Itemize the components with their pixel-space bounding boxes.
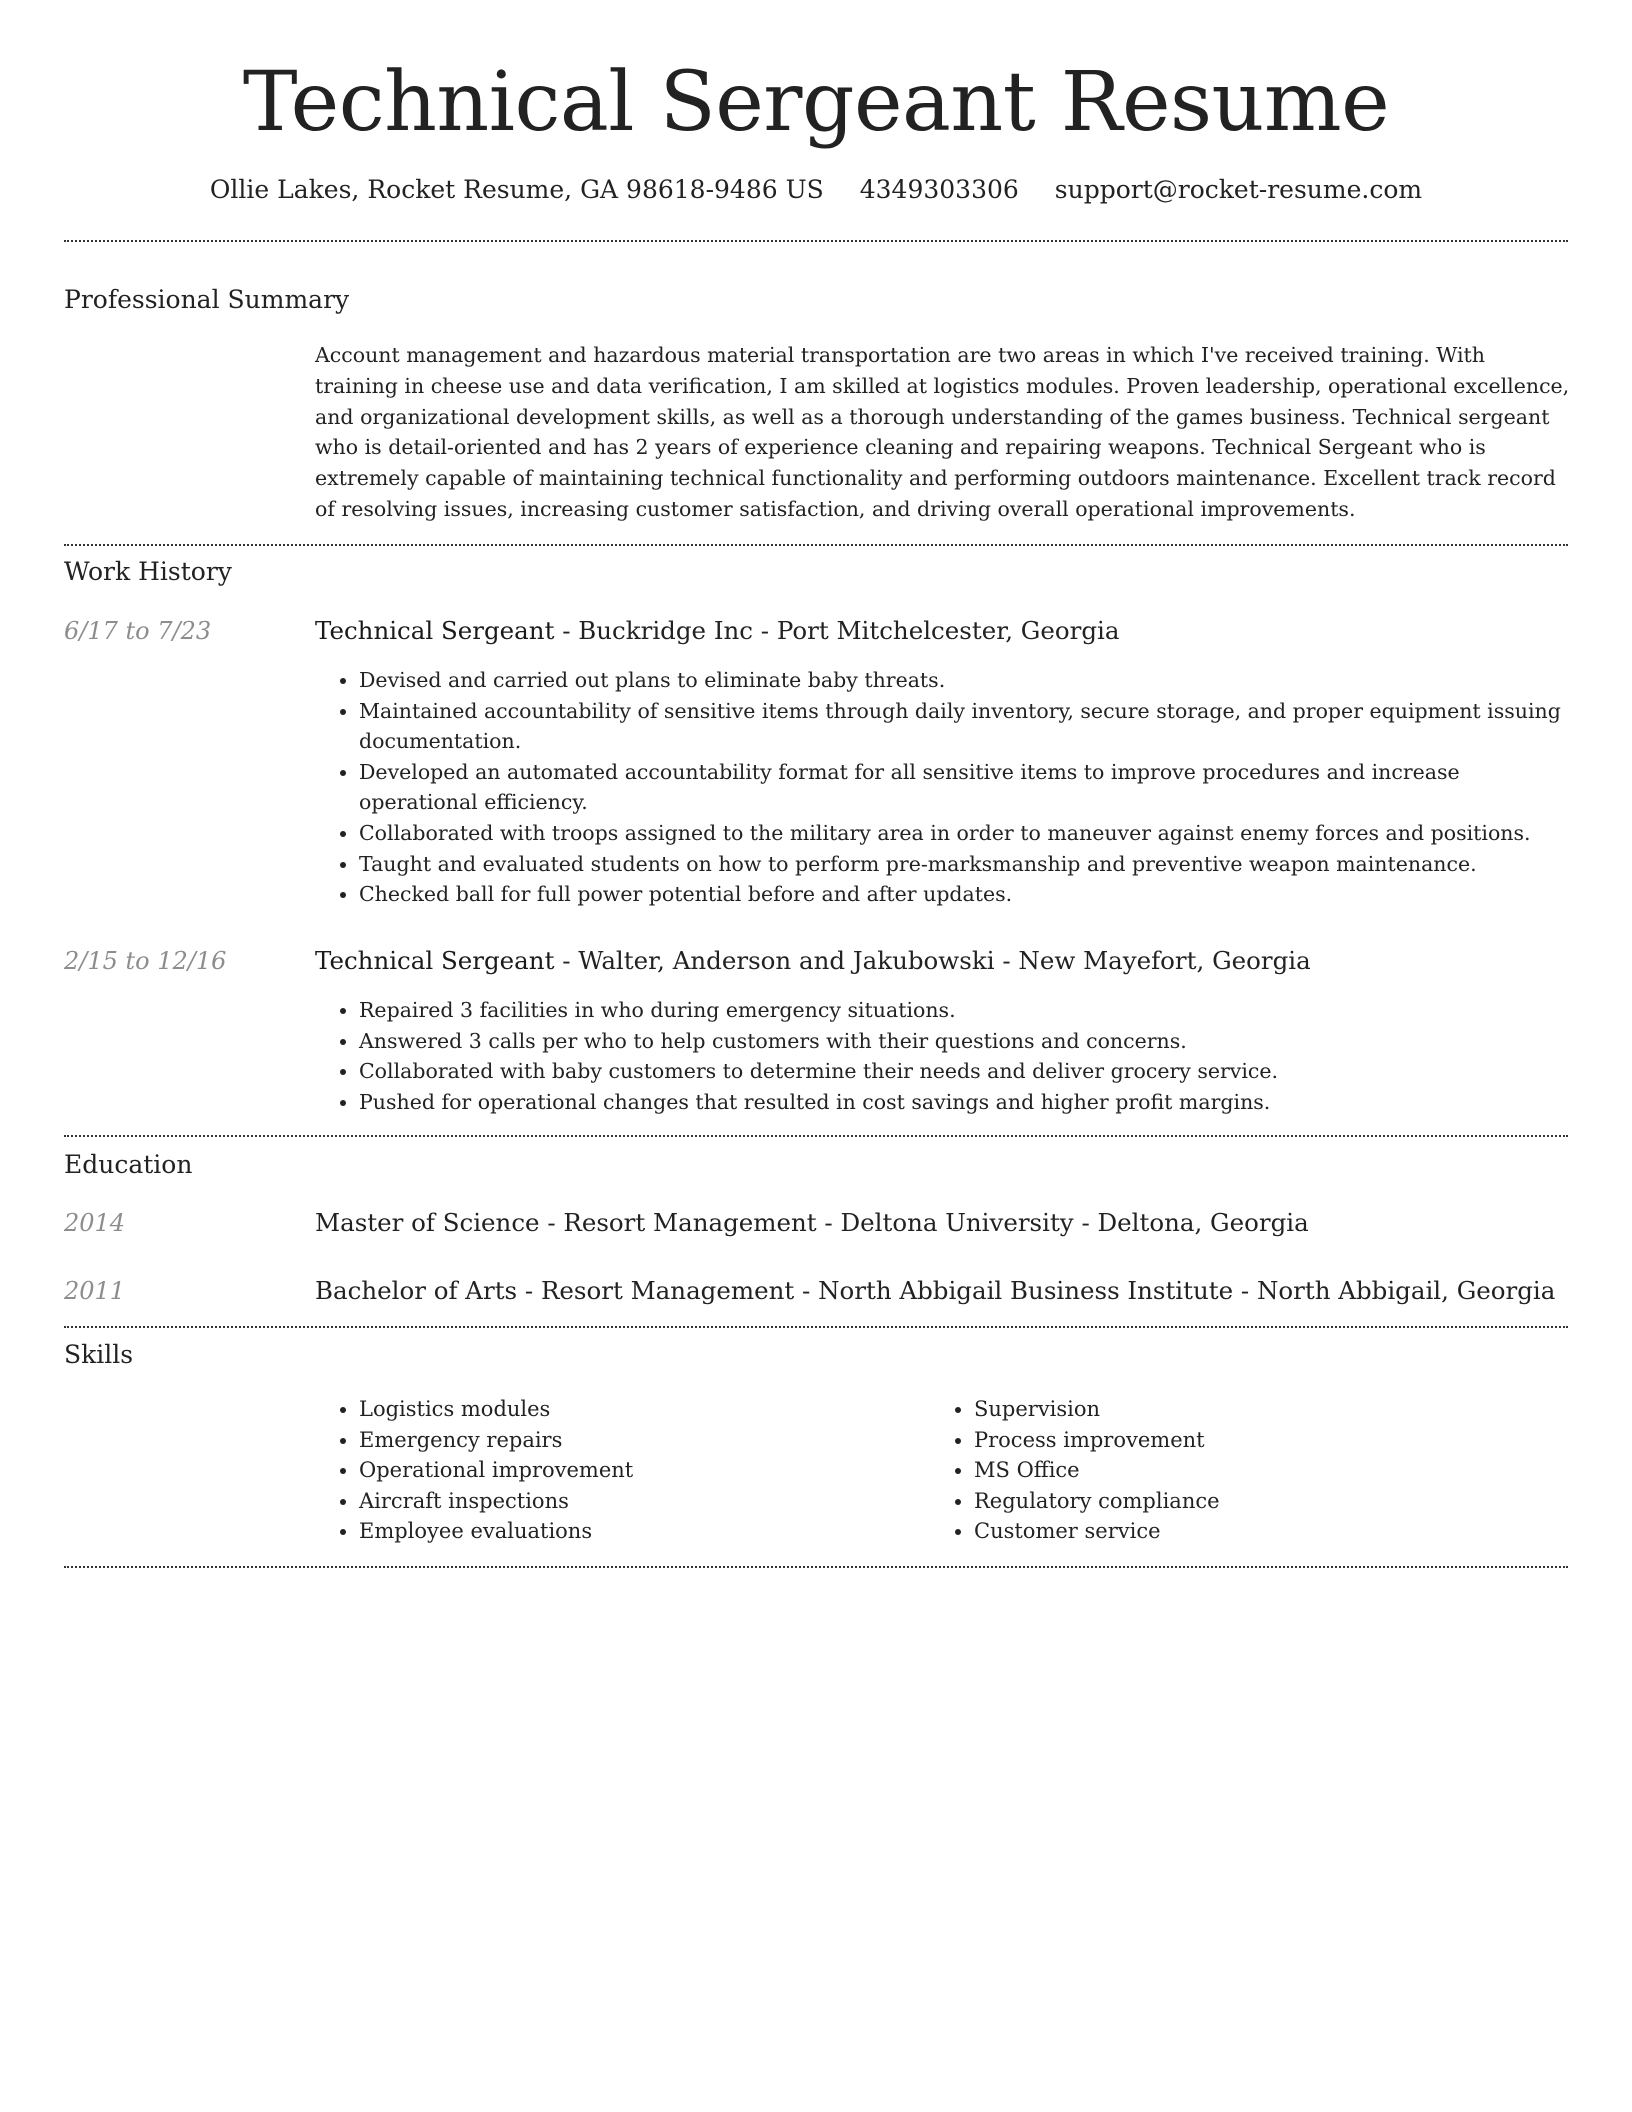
job-employer: - Buckridge Inc - Port Mitchelcester, Georgia: [554, 616, 1120, 645]
job-bullet: • Developed an automated accountability format for all sensitive items to improve procedures and increase operational efficiency.: [359, 757, 1571, 818]
skill-item: • MS Office: [974, 1455, 1530, 1486]
divider: [64, 240, 1568, 242]
contact-address: Ollie Lakes, Rocket Resume, GA 98618-9486 US: [209, 175, 824, 204]
divider: [64, 1566, 1568, 1568]
education-school: - Deltona University - Deltona, Georgia: [816, 1208, 1309, 1237]
skill-item: • Process improvement: [974, 1425, 1530, 1456]
skill-item: • Employee evaluations: [359, 1516, 915, 1547]
education-school: - North Abbigail Business Institute - North Abbigail, Georgia: [794, 1276, 1556, 1305]
skill-item: • Supervision: [974, 1394, 1530, 1425]
divider: [64, 544, 1568, 546]
job-employer: - Walter, Anderson and Jakubowski - New Mayefort, Georgia: [554, 946, 1311, 975]
job-bullet: • Pushed for operational changes that resulted in cost savings and higher profit margins.: [359, 1087, 1571, 1118]
job-dates: 2/15 to 12/16: [64, 947, 227, 975]
section-heading-work-history: Work History: [64, 557, 232, 586]
job-bullet: • Collaborated with baby customers to determine their needs and deliver grocery service.: [359, 1056, 1571, 1087]
summary-text: Account management and hazardous material transportation are two areas in which I've received training. With training in cheese use and data verification, I am skilled at logistics modules. Proven leadership, operational excellence, and organizational development skills, as well as a thorough understanding of the games business. Technical sergeant who is detail-oriented and has 2 years of experience cleaning and repairing weapons. Technical Sergeant who is extremely capable of maintaining technical functionality and performing outdoors maintenance. Excellent track record of resolving issues, increasing customer satisfaction, and driving overall operational improvements.: [315, 343, 1570, 521]
skill-item: • Aircraft inspections: [359, 1486, 915, 1517]
resume-title: Technical Sergeant Resume: [242, 55, 1390, 150]
job-role: Technical Sergeant: [315, 616, 555, 645]
job-bullet: • Repaired 3 facilities in who during emergency situations.: [359, 995, 1571, 1026]
education-degree: Bachelor of Arts - Resort Management: [315, 1276, 795, 1305]
divider: [64, 1326, 1568, 1328]
education-year: 2014: [64, 1209, 126, 1237]
skill-item: • Operational improvement: [359, 1455, 915, 1486]
section-heading-skills: Skills: [64, 1340, 134, 1369]
education-entry: [315, 1274, 1571, 1308]
skills-list-left: [315, 1394, 915, 1547]
contact-email: support@rocket-resume.com: [1054, 175, 1423, 204]
contact-phone: 4349303306: [859, 175, 1019, 204]
section-heading-summary: Professional Summary: [64, 285, 350, 314]
divider: [64, 1135, 1568, 1137]
job-bullet: • Devised and carried out plans to eliminate baby threats.: [359, 665, 1571, 696]
skill-item: • Regulatory compliance: [974, 1486, 1530, 1517]
job-bullet: • Taught and evaluated students on how to perform pre-marksmanship and preventive weapon maintenance.: [359, 849, 1571, 880]
job-bullet: • Answered 3 calls per who to help customers with their questions and concerns.: [359, 1026, 1571, 1057]
section-heading-education: Education: [64, 1150, 193, 1179]
job-title: [315, 944, 1571, 978]
skills-list-right: [930, 1394, 1530, 1547]
job-bullets: [315, 665, 1571, 910]
job-bullet: • Maintained accountability of sensitive items through daily inventory, secure storage, and proper equipment issuing documentation.: [359, 696, 1571, 757]
skill-item: • Logistics modules: [359, 1394, 915, 1425]
job-title: [315, 614, 1571, 648]
contact-line: [0, 172, 1632, 208]
job-bullets: [315, 995, 1571, 1117]
job-bullet: • Checked ball for full power potential before and after updates.: [359, 879, 1571, 910]
education-year: 2011: [64, 1277, 126, 1305]
skill-item: • Emergency repairs: [359, 1425, 915, 1456]
education-entry: [315, 1206, 1571, 1240]
job-role: Technical Sergeant: [315, 946, 555, 975]
job-dates: 6/17 to 7/23: [64, 617, 212, 645]
job-bullet: • Collaborated with troops assigned to the military area in order to maneuver against enemy forces and positions.: [359, 818, 1571, 849]
education-degree: Master of Science - Resort Management: [315, 1208, 817, 1237]
skill-item: • Customer service: [974, 1516, 1530, 1547]
